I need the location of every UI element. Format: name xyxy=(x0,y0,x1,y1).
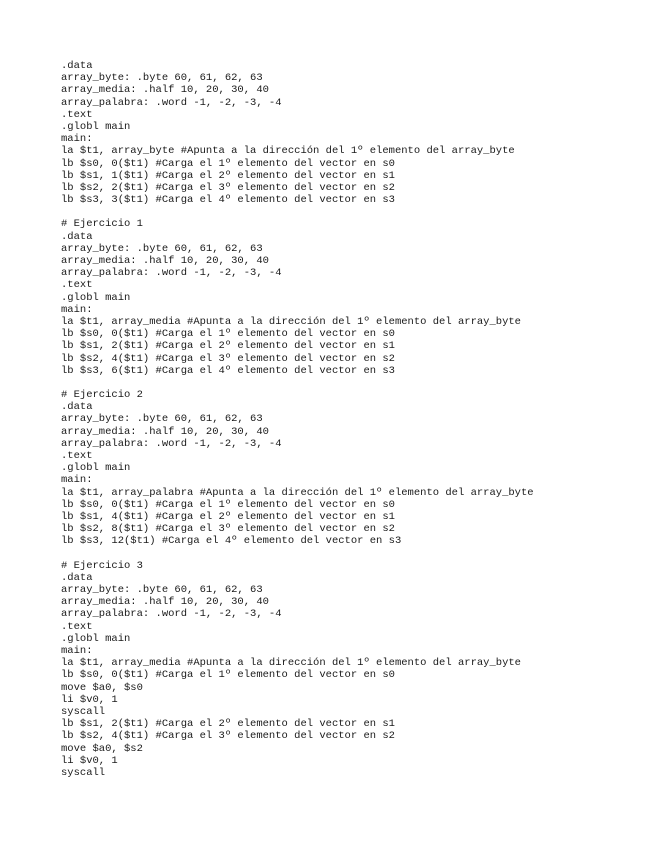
document-page xyxy=(61,60,641,791)
code-line: main: xyxy=(61,133,93,146)
code-line: lb $s3, 6($t1) #Carga el 4º elemento del vector en s3 xyxy=(61,364,395,377)
code-line: # Ejercicio 2 xyxy=(61,389,143,402)
code-line: lb $s3, 12($t1) #Carga el 4º elemento del vector en s3 xyxy=(61,535,402,548)
code-line: .text xyxy=(61,279,93,292)
code-line: lb $s1, 2($t1) #Carga el 2º elemento del vector en s1 xyxy=(61,718,395,731)
code-line: .data xyxy=(61,230,93,243)
code-line: syscall xyxy=(61,705,106,718)
code-line: array_byte: .byte 60, 61, 62, 63 xyxy=(61,72,263,85)
code-line: lb $s2, 2($t1) #Carga el 3º elemento del vector en s2 xyxy=(61,181,395,194)
code-line: .text xyxy=(61,620,93,633)
code-line: array_byte: .byte 60, 61, 62, 63 xyxy=(61,584,263,597)
code-block-ejercicio-1 xyxy=(61,218,641,376)
code-line: # Ejercicio 3 xyxy=(61,559,143,572)
code-line: .text xyxy=(61,450,93,462)
code-line: array_palabra: .word -1, -2, -3, -4 xyxy=(61,437,282,450)
code-line: .data xyxy=(61,60,93,72)
code-line: la $t1, array_media #Apunta a la dirección del 1º elemento del array_byte xyxy=(61,657,521,670)
code-line: array_byte: .byte 60, 61, 62, 63 xyxy=(61,413,263,426)
code-line: lb $s0, 0($t1) #Carga el 1º elemento del vector en s0 xyxy=(61,498,395,511)
code-line: lb $s2, 4($t1) #Carga el 3º elemento del vector en s2 xyxy=(61,730,395,743)
code-line: lb $s1, 2($t1) #Carga el 2º elemento del vector en s1 xyxy=(61,340,395,353)
code-line: array_byte: .byte 60, 61, 62, 63 xyxy=(61,242,263,255)
code-line: array_palabra: .word -1, -2, -3, -4 xyxy=(61,608,282,621)
code-line: array_media: .half 10, 20, 30, 40 xyxy=(61,84,269,97)
code-line: lb $s1, 4($t1) #Carga el 2º elemento del vector en s1 xyxy=(61,510,395,523)
code-line: syscall xyxy=(61,766,106,779)
code-line: lb $s0, 0($t1) #Carga el 1º elemento del vector en s0 xyxy=(61,328,395,341)
code-line: .data xyxy=(61,401,93,414)
code-line: array_palabra: .word -1, -2, -3, -4 xyxy=(61,96,282,109)
code-line: main: xyxy=(61,474,93,487)
code-line: .globl main xyxy=(61,291,131,304)
code-line: move $a0, $s2 xyxy=(61,742,143,755)
code-line: move $a0, $s0 xyxy=(61,681,143,694)
code-line: array_palabra: .word -1, -2, -3, -4 xyxy=(61,267,282,280)
code-line: array_media: .half 10, 20, 30, 40 xyxy=(61,425,269,438)
code-line: la $t1, array_palabra #Apunta a la dirección del 1º elemento del array_byte xyxy=(61,486,534,499)
code-line: lb $s2, 8($t1) #Carga el 3º elemento del vector en s2 xyxy=(61,523,395,536)
code-line: .globl main xyxy=(61,462,131,475)
code-block-ejercicio-2 xyxy=(61,389,641,547)
code-line: lb $s0, 0($t1) #Carga el 1º elemento del vector en s0 xyxy=(61,157,395,170)
code-line: .globl main xyxy=(61,120,131,133)
code-line: li $v0, 1 xyxy=(61,693,118,706)
code-line: .globl main xyxy=(61,632,131,645)
code-line: lb $s1, 1($t1) #Carga el 2º elemento del vector en s1 xyxy=(61,169,395,182)
code-block-ejercicio-3 xyxy=(61,560,641,779)
code-line: lb $s2, 4($t1) #Carga el 3º elemento del vector en s2 xyxy=(61,352,395,365)
code-line: main: xyxy=(61,303,93,316)
code-line: lb $s3, 3($t1) #Carga el 4º elemento del vector en s3 xyxy=(61,194,395,207)
code-line: array_media: .half 10, 20, 30, 40 xyxy=(61,255,269,267)
code-block-intro xyxy=(61,60,641,206)
code-line: .data xyxy=(61,571,93,584)
code-line: # Ejercicio 1 xyxy=(61,218,143,231)
code-line: la $t1, array_byte #Apunta a la dirección del 1º elemento del array_byte xyxy=(61,145,515,158)
code-line: array_media: .half 10, 20, 30, 40 xyxy=(61,596,269,609)
code-line: .text xyxy=(61,108,93,121)
code-line: lb $s0, 0($t1) #Carga el 1º elemento del vector en s0 xyxy=(61,669,395,682)
code-line: la $t1, array_media #Apunta a la dirección del 1º elemento del array_byte xyxy=(61,315,521,328)
code-line: main: xyxy=(61,645,93,657)
code-line: li $v0, 1 xyxy=(61,754,118,767)
